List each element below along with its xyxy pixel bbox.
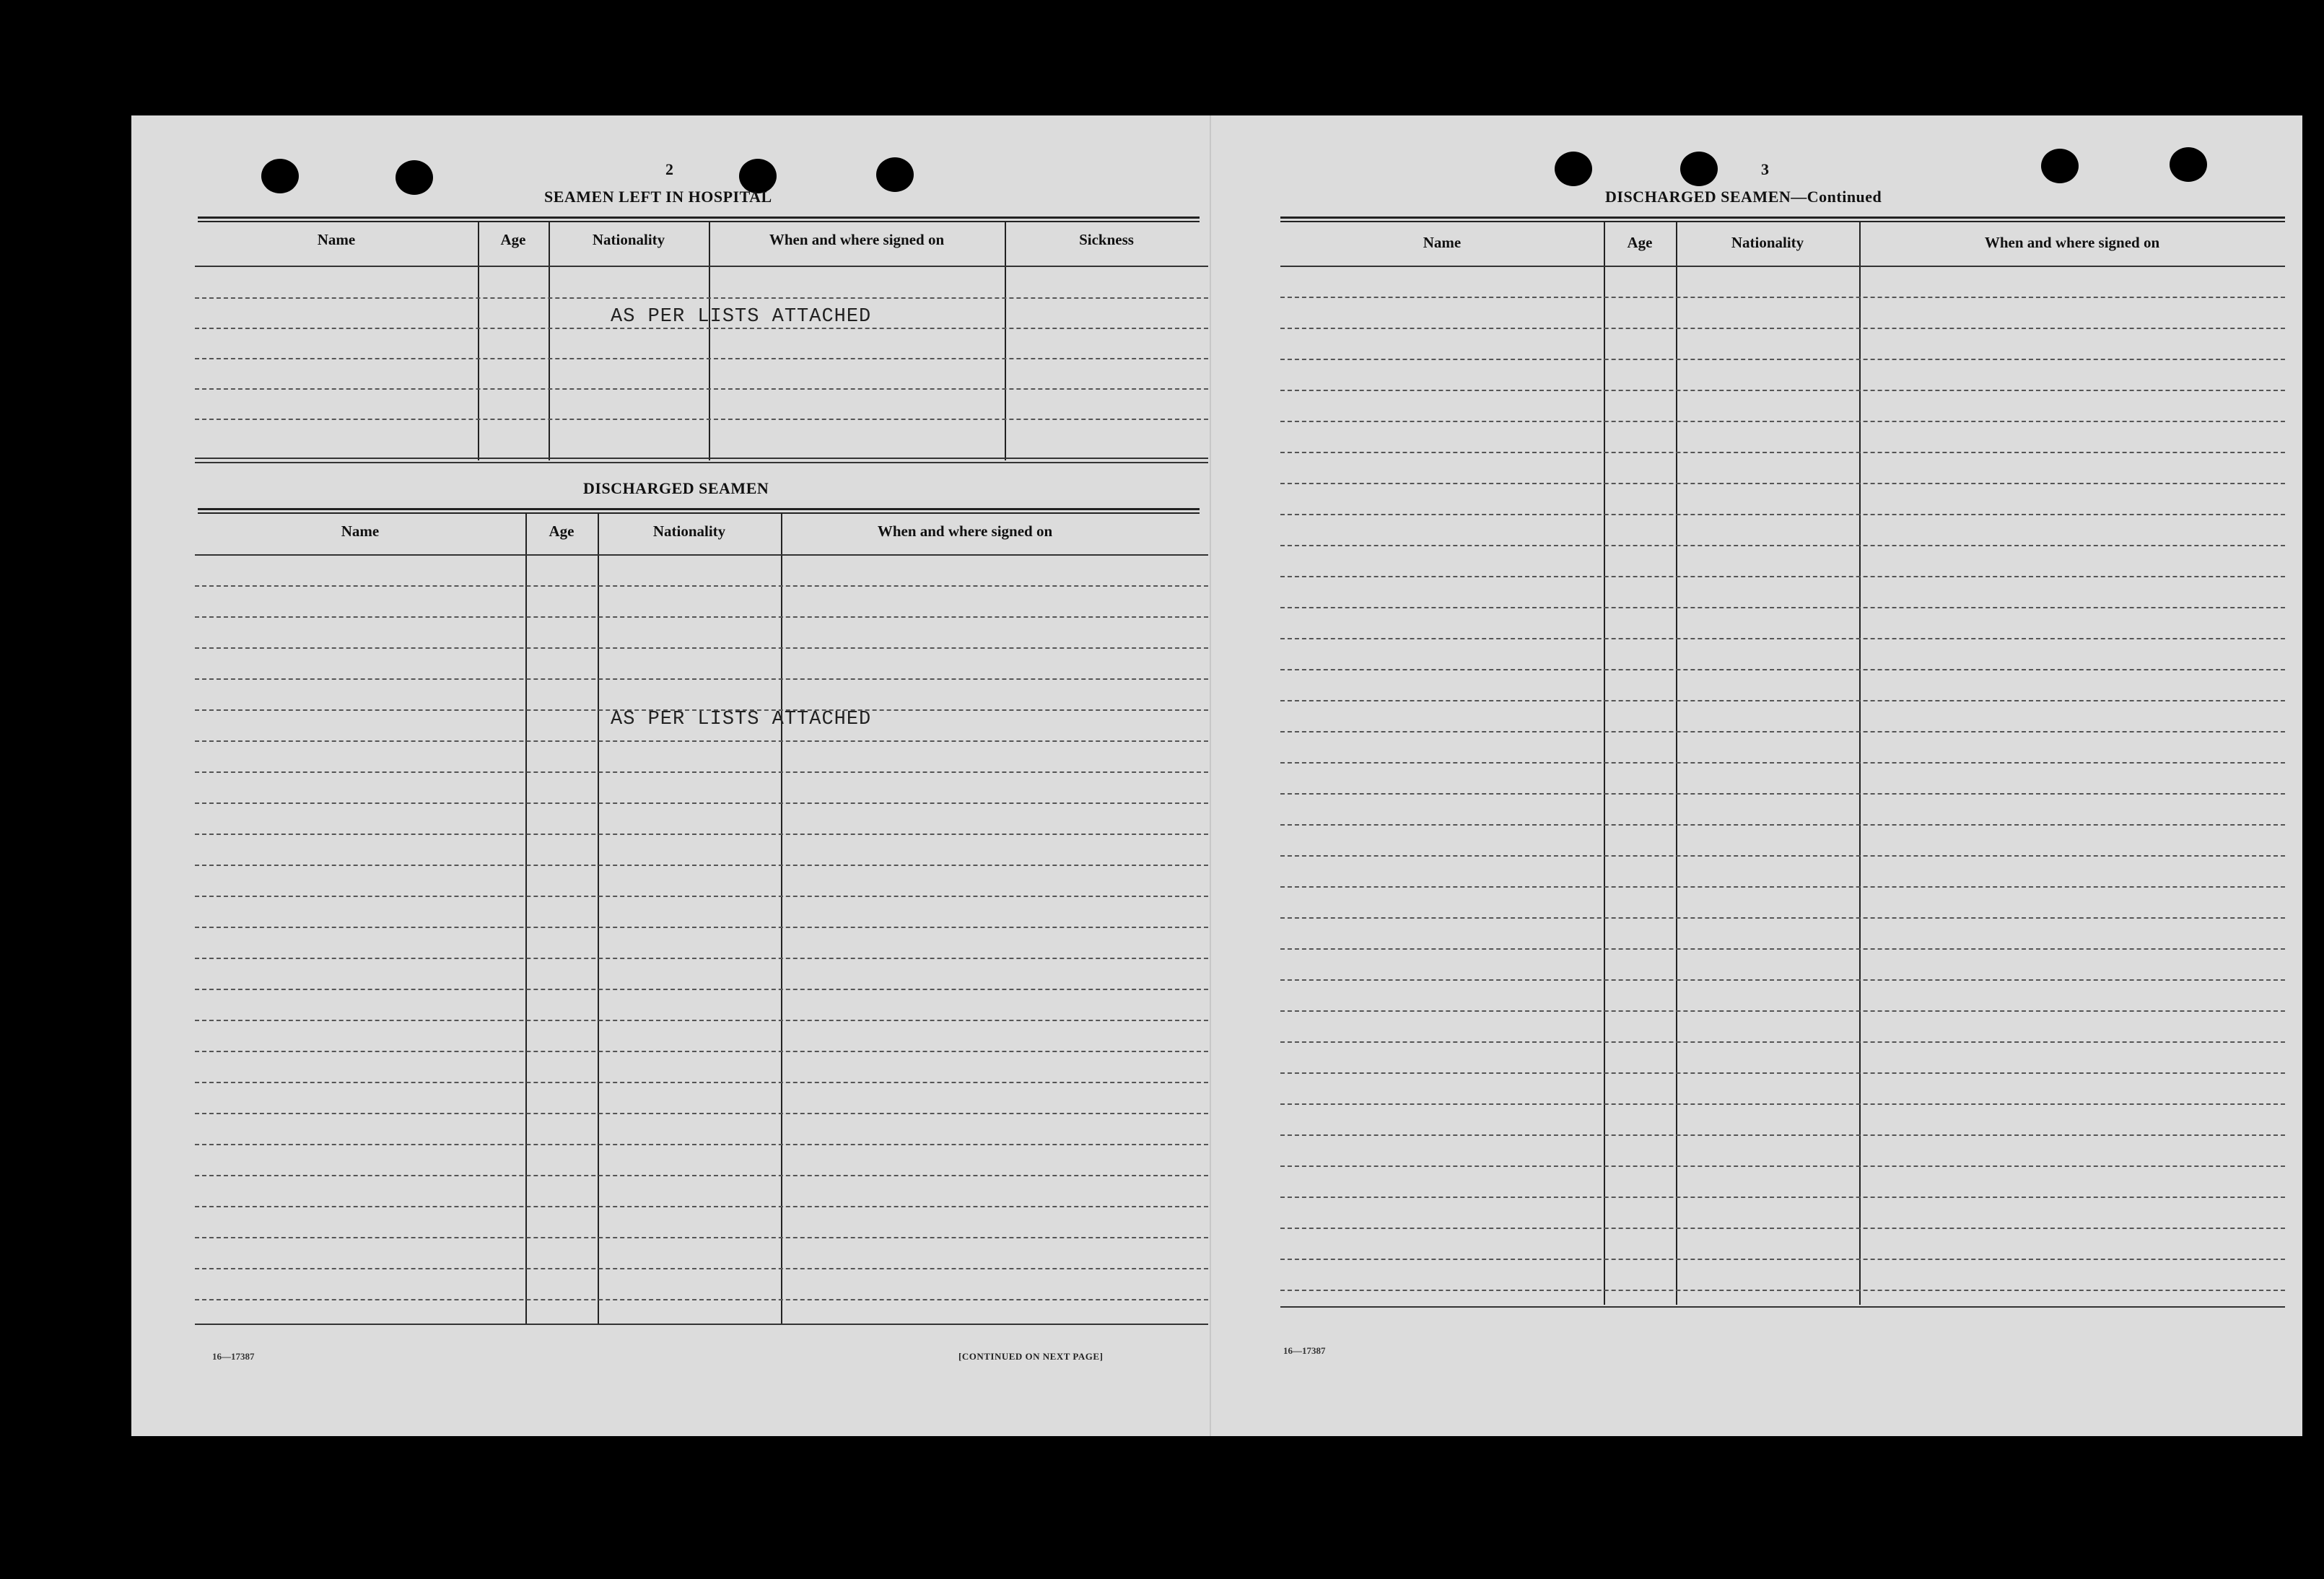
table-row xyxy=(1280,545,2285,546)
table-row xyxy=(1280,1228,2285,1229)
table-row xyxy=(195,927,1208,928)
table-row xyxy=(1280,1103,2285,1105)
column-header-nationality: Nationality xyxy=(652,522,726,540)
column-divider xyxy=(598,514,599,1324)
discharged-table xyxy=(195,522,1208,1324)
punch-hole xyxy=(1555,152,1592,186)
table-row xyxy=(195,616,1208,618)
discharged-continued-table xyxy=(1280,234,2285,1316)
table-row xyxy=(195,989,1208,990)
table-row xyxy=(1280,917,2285,919)
table-row xyxy=(1280,1010,2285,1012)
header-rule xyxy=(1280,216,2285,219)
continued-note: [CONTINUED ON NEXT PAGE] xyxy=(958,1351,1104,1362)
table-row xyxy=(195,585,1208,587)
typed-note: AS PER LISTS ATTACHED xyxy=(611,709,872,730)
column-divider xyxy=(549,222,550,460)
header-rule xyxy=(198,512,1200,514)
column-header-name: Name xyxy=(341,522,380,540)
page-fold xyxy=(1210,115,1211,1436)
table-bottom-rule xyxy=(195,458,1208,459)
table-row xyxy=(1280,824,2285,826)
header-rule xyxy=(198,216,1200,219)
table-row xyxy=(1280,855,2285,857)
punch-hole xyxy=(2170,147,2207,182)
table-row xyxy=(195,358,1208,359)
typed-note: AS PER LISTS ATTACHED xyxy=(611,306,872,328)
table-row xyxy=(195,865,1208,866)
table-row xyxy=(195,297,1208,299)
table-row xyxy=(1280,1072,2285,1074)
table-row xyxy=(195,740,1208,742)
punch-hole xyxy=(2041,149,2079,183)
header-rule xyxy=(1280,221,2285,222)
column-divider xyxy=(478,222,479,460)
table-row xyxy=(1280,793,2285,795)
column-header-age: Age xyxy=(1627,234,1653,251)
column-header-age: Age xyxy=(500,231,526,248)
table-row xyxy=(1280,638,2285,639)
form-number: 16—17387 xyxy=(212,1351,255,1362)
table-row xyxy=(1280,452,2285,453)
header-rule xyxy=(198,508,1200,510)
table-row xyxy=(1280,762,2285,764)
column-header-nationality: Nationality xyxy=(1731,234,1804,251)
table-row xyxy=(195,1206,1208,1207)
table-row xyxy=(195,771,1208,773)
table-row xyxy=(195,1268,1208,1269)
table-row xyxy=(1280,1290,2285,1291)
discharged-continued-title: DISCHARGED SEAMEN—Continued xyxy=(1605,188,1882,206)
right-page xyxy=(1214,115,2302,1436)
table-row xyxy=(195,678,1208,680)
column-divider xyxy=(525,514,527,1324)
table-row xyxy=(195,1299,1208,1300)
table-row xyxy=(1280,514,2285,515)
table-row xyxy=(1280,1165,2285,1167)
table-row xyxy=(1280,1041,2285,1043)
document-sheet xyxy=(131,115,2302,1436)
table-row xyxy=(195,266,1208,267)
table-row xyxy=(1280,731,2285,732)
table-row xyxy=(1280,483,2285,484)
punch-hole xyxy=(396,160,433,195)
punch-hole xyxy=(876,157,914,192)
table-row xyxy=(195,1175,1208,1176)
table-row xyxy=(195,896,1208,897)
table-row xyxy=(1280,359,2285,360)
table-row xyxy=(195,1020,1208,1021)
table-row xyxy=(1280,297,2285,298)
table-row xyxy=(1280,1259,2285,1260)
table-row xyxy=(195,1113,1208,1114)
table-row xyxy=(1280,1197,2285,1198)
column-header-signed-on: When and where signed on xyxy=(769,231,945,248)
table-row xyxy=(1280,1134,2285,1136)
table-row xyxy=(1280,390,2285,391)
table-row xyxy=(195,1051,1208,1052)
column-divider xyxy=(1676,222,1677,1305)
punch-hole xyxy=(261,159,299,193)
table-row xyxy=(1280,576,2285,577)
column-header-name: Name xyxy=(1423,234,1462,251)
table-row xyxy=(1280,700,2285,701)
column-header-age: Age xyxy=(549,522,575,540)
table-row xyxy=(195,388,1208,390)
column-header-nationality: Nationality xyxy=(592,231,665,248)
table-bottom-rule xyxy=(195,462,1208,463)
table-row xyxy=(1280,421,2285,422)
column-header-signed-on: When and where signed on xyxy=(877,522,1053,540)
table-row xyxy=(195,419,1208,420)
table-row xyxy=(195,328,1208,329)
table-row xyxy=(195,554,1208,556)
table-row xyxy=(195,1237,1208,1238)
column-header-sickness: Sickness xyxy=(1079,231,1134,248)
left-page xyxy=(131,115,1207,1436)
header-rule xyxy=(198,221,1200,222)
table-row xyxy=(195,647,1208,649)
form-number: 16—17387 xyxy=(1283,1345,1326,1356)
column-divider xyxy=(1005,222,1006,460)
page-number: 3 xyxy=(1761,160,1769,178)
punch-hole xyxy=(1680,152,1718,186)
table-row xyxy=(1280,607,2285,608)
table-row xyxy=(1280,328,2285,329)
table-row xyxy=(1280,266,2285,267)
column-header-name: Name xyxy=(317,231,356,248)
discharged-section-title: DISCHARGED SEAMEN xyxy=(583,479,769,497)
table-row xyxy=(195,1144,1208,1145)
table-row xyxy=(1280,669,2285,670)
table-row xyxy=(1280,948,2285,950)
column-divider xyxy=(781,514,782,1324)
column-header-signed-on: When and where signed on xyxy=(1984,234,2160,251)
table-bottom-rule xyxy=(195,1324,1208,1325)
table-row xyxy=(195,834,1208,835)
column-divider xyxy=(709,222,710,460)
table-row xyxy=(195,1082,1208,1083)
table-bottom-rule xyxy=(1280,1306,2285,1308)
table-row xyxy=(195,958,1208,959)
table-row xyxy=(1280,886,2285,888)
page-number: 2 xyxy=(665,160,673,178)
column-divider xyxy=(1859,222,1861,1305)
table-row xyxy=(1280,979,2285,981)
column-divider xyxy=(1604,222,1605,1305)
hospital-section-title: SEAMEN LEFT IN HOSPITAL xyxy=(544,188,772,206)
table-row xyxy=(195,802,1208,804)
